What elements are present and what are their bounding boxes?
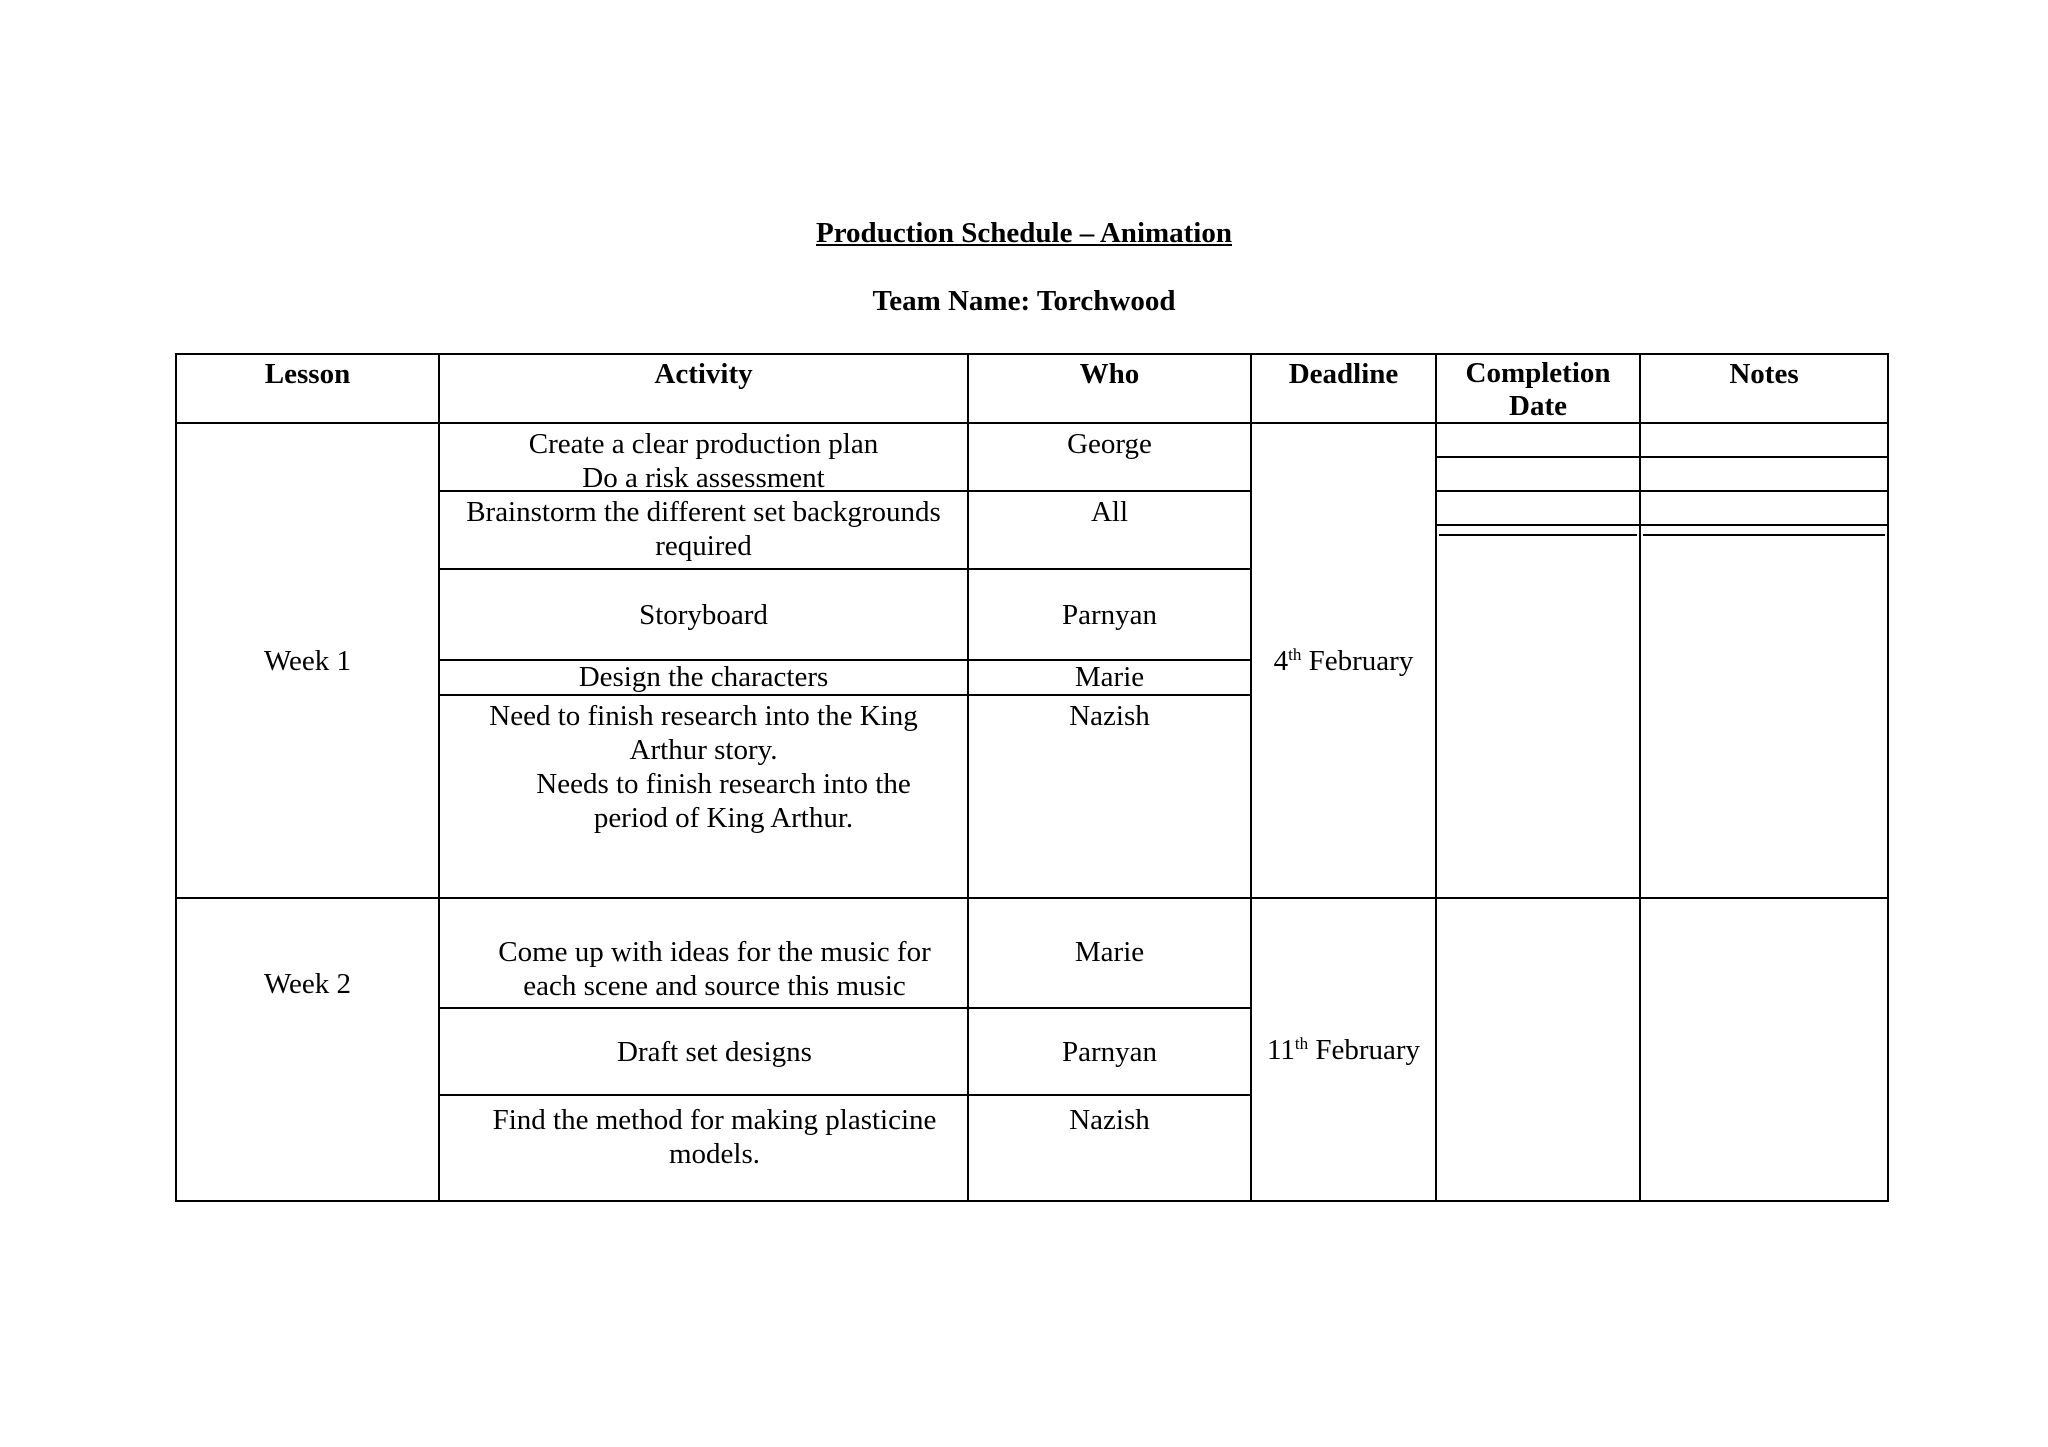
header-activity: Activity — [438, 353, 969, 424]
who-cell — [967, 1007, 1252, 1096]
activity-cell — [438, 490, 969, 570]
header-completion-line1: Completion — [1465, 357, 1611, 389]
header-lesson: Lesson — [175, 353, 440, 424]
header-notes: Notes — [1639, 353, 1889, 424]
activity-text: Come up with ideas for the music for — [498, 936, 931, 968]
completion-cell — [1435, 422, 1641, 458]
header-completion-line2: Date — [1509, 390, 1567, 422]
lesson-week-2: Week 2 — [175, 897, 440, 1202]
divider — [1643, 534, 1885, 536]
who-cell — [967, 568, 1252, 661]
activity-cell — [438, 568, 969, 661]
activity-cell: Design the characters — [438, 659, 969, 696]
deadline-week-2 — [1250, 897, 1437, 1202]
who-cell: Marie — [967, 659, 1252, 696]
deadline-text: 11th February — [1266, 1033, 1421, 1066]
notes-cell — [1639, 456, 1889, 492]
completion-cell — [1435, 490, 1641, 526]
completion-cell — [1435, 456, 1641, 492]
header-who: Who — [967, 353, 1252, 424]
deadline-text: 4th February — [1273, 644, 1414, 677]
completion-cell — [1435, 897, 1641, 1202]
page-title: Production Schedule – Animation — [816, 217, 1232, 249]
header-completion-date — [1435, 353, 1641, 424]
activity-cell — [438, 1007, 969, 1096]
activity-cell — [438, 422, 969, 492]
activity-text: Draft set designs — [617, 1035, 812, 1068]
who-cell: Marie — [967, 897, 1252, 1009]
notes-cell — [1639, 897, 1889, 1202]
activity-text: Needs to finish research into the — [536, 768, 911, 800]
who-cell: Nazish — [967, 1094, 1252, 1202]
team-name: Team Name: Torchwood — [872, 285, 1176, 317]
activity-text: each scene and source this music — [523, 970, 906, 1002]
notes-cell — [1639, 490, 1889, 526]
activity-text: models. — [668, 1138, 761, 1170]
activity-cell — [438, 1094, 969, 1202]
who-cell: Nazish — [967, 694, 1252, 899]
divider — [1439, 534, 1637, 536]
who-text: Parnyan — [1061, 1035, 1158, 1068]
activity-text: Do a risk assessment — [582, 462, 825, 494]
lesson-week-1 — [175, 422, 440, 899]
activity-text: required — [655, 530, 752, 562]
activity-text: Storyboard — [639, 598, 768, 631]
activity-cell — [438, 694, 969, 899]
activity-text: Find the method for making plasticine — [492, 1104, 937, 1136]
lesson-week-1-label: Week 1 — [263, 644, 352, 677]
activity-text: Create a clear production plan — [528, 428, 879, 460]
completion-cell — [1435, 524, 1641, 899]
who-text: Parnyan — [1061, 598, 1158, 631]
notes-cell — [1639, 524, 1889, 899]
notes-cell — [1639, 422, 1889, 458]
who-cell: All — [967, 490, 1252, 570]
activity-text: Need to finish research into the King — [489, 700, 918, 732]
activity-text: Brainstorm the different set backgrounds — [466, 496, 941, 528]
deadline-week-1 — [1250, 422, 1437, 899]
activity-cell — [438, 897, 969, 1009]
activity-text: period of King Arthur. — [593, 802, 854, 834]
who-cell: George — [967, 422, 1252, 492]
activity-text: Arthur story. — [629, 734, 778, 766]
header-deadline: Deadline — [1250, 353, 1437, 424]
